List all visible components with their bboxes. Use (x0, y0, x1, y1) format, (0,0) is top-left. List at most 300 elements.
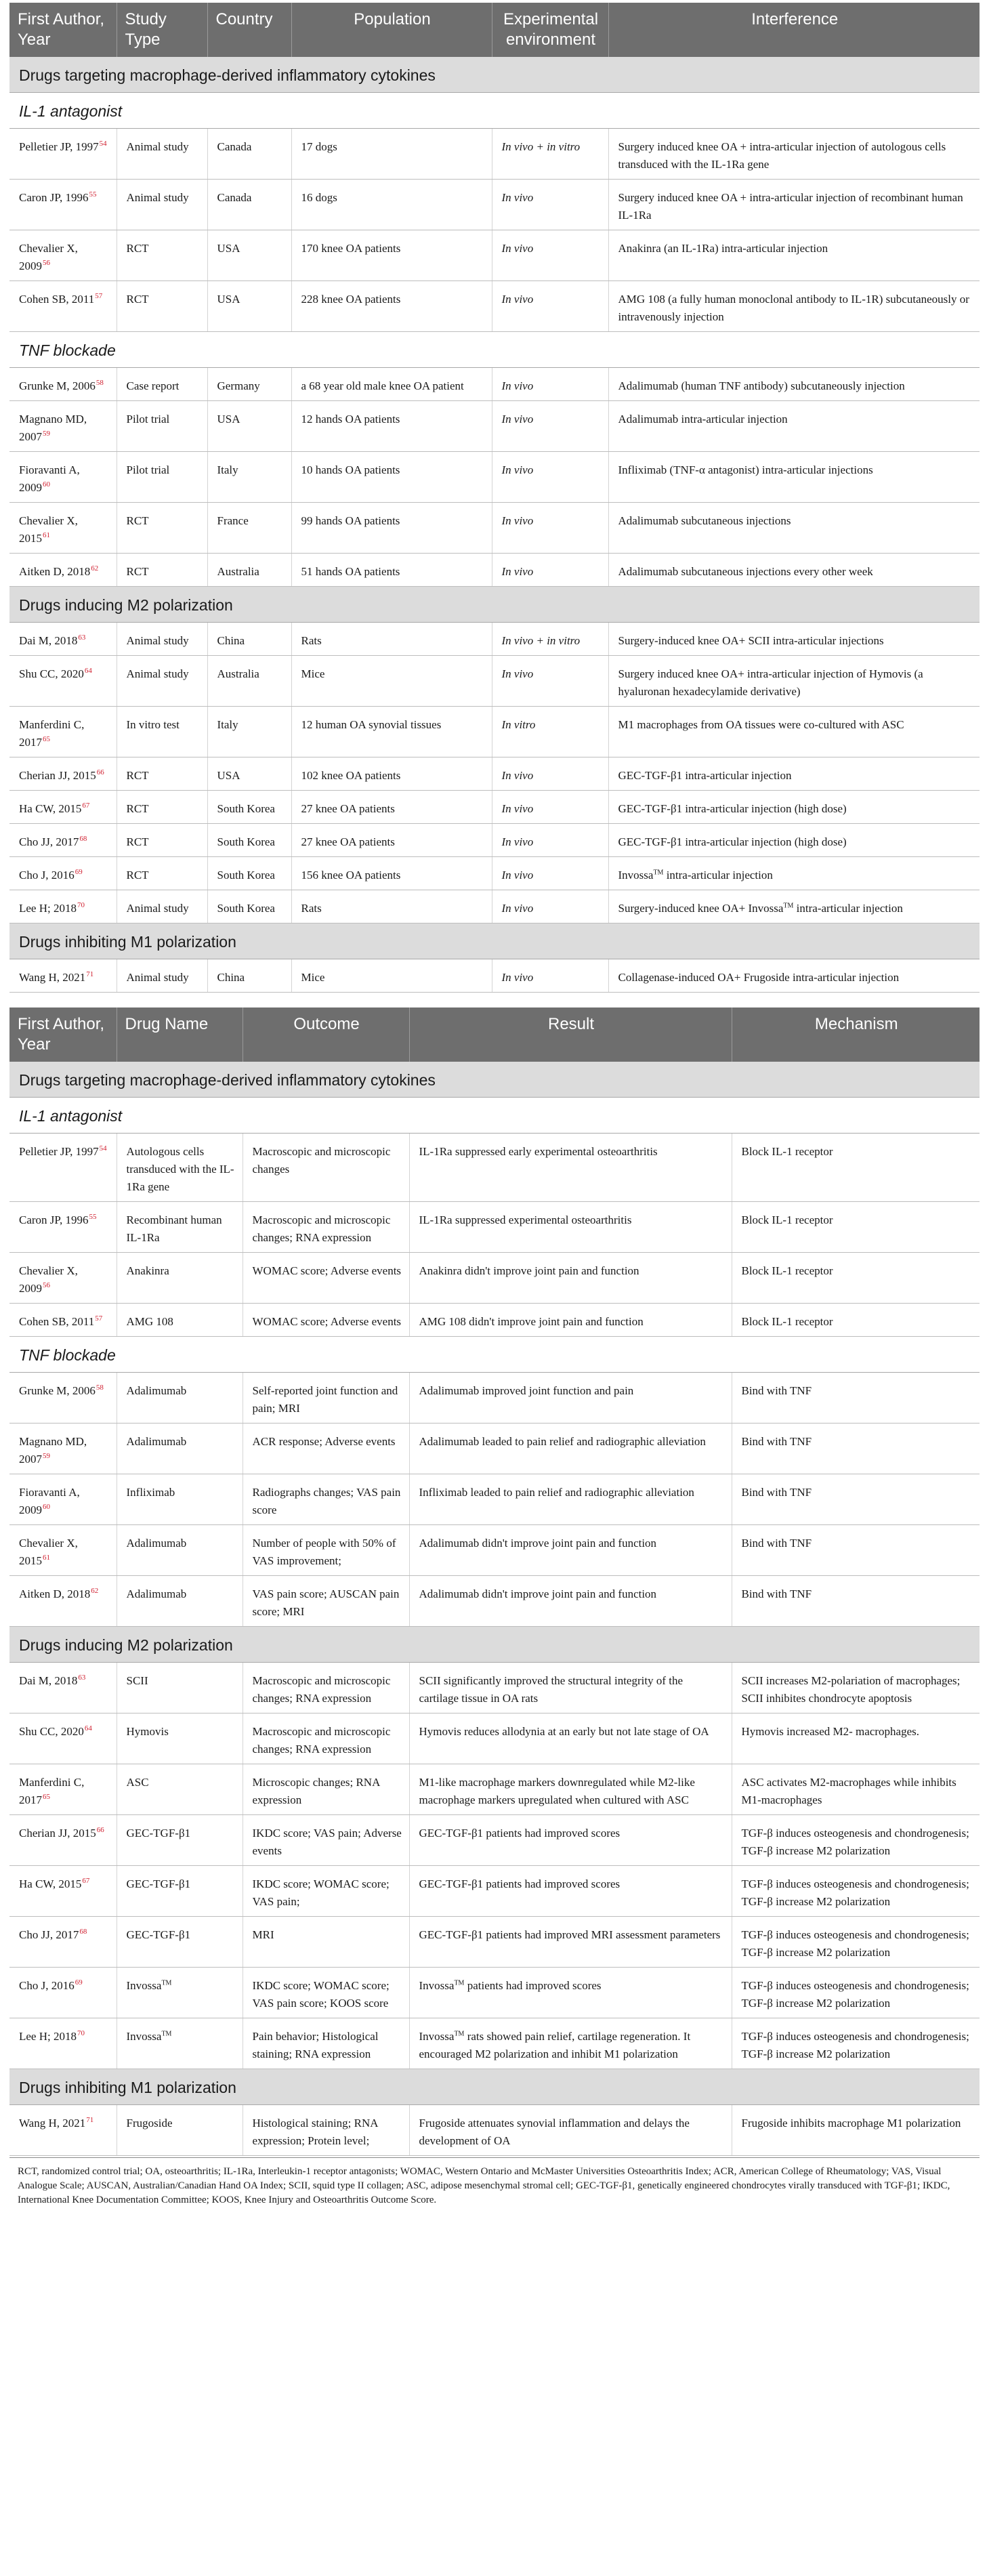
mechanism-cell-text: Hymovis increased M2- macrophages. (741, 1725, 919, 1738)
result-cell (409, 1202, 732, 1253)
country-cell (207, 707, 291, 757)
drug-name-cell (117, 1764, 243, 1815)
reference-number: 63 (78, 1674, 86, 1682)
outcome-cell-text: Macroscopic and microscopic changes; RNA expression (252, 1725, 391, 1756)
result-cell (409, 2018, 732, 2069)
study-type-cell (117, 129, 207, 180)
author-cell (9, 554, 117, 587)
author-cell (9, 1202, 117, 1253)
outcome-cell-text: Microscopic changes; RNA expression (252, 1776, 380, 1806)
author-cell (9, 230, 117, 281)
result-cell (409, 1424, 732, 1474)
interference-cell (608, 890, 980, 923)
author-cell (9, 656, 117, 707)
subgroup-title: IL-1 antagonist (9, 93, 980, 129)
country-cell-text: USA (217, 242, 240, 255)
drug-name-cell-text: Recombinant human IL-1Ra (126, 1213, 222, 1244)
outcome-cell (243, 1663, 409, 1713)
population-cell-text: Rats (301, 634, 322, 647)
study-type-cell-text: Animal study (126, 667, 189, 680)
interference-cell (608, 180, 980, 230)
country-cell (207, 180, 291, 230)
author-cell (9, 959, 117, 993)
country-cell-text: USA (217, 293, 240, 306)
mechanism-cell-text: TGF-β induces osteogenesis and chondrogenesis; TGF-β increase M2 polarization (741, 1827, 969, 1857)
column-header: Study Type (117, 3, 207, 57)
drug-name-cell-text: Hymovis (126, 1725, 169, 1738)
study-type-cell-text: RCT (126, 565, 149, 578)
study-type-cell-text: In vitro test (126, 718, 180, 731)
study-type-cell-text: RCT (126, 514, 149, 527)
country-cell-text: South Korea (217, 869, 275, 881)
environment-cell (492, 230, 608, 281)
table-row (9, 824, 980, 857)
interference-cell-text: Infliximab (TNF-α antagonist) intra-articular injections (618, 463, 873, 476)
interference-cell-text: GEC-TGF-β1 intra-articular injection (high dose) (618, 835, 847, 848)
reference-number: 64 (84, 667, 92, 676)
population-cell-text: 51 hands OA patients (301, 565, 400, 578)
author-year: Chevalier X, 2009 (19, 1264, 78, 1295)
author-year: Magnano MD, 2007 (19, 1435, 87, 1466)
result-cell-text: Infliximab leaded to pain relief and radiographic alleviation (419, 1486, 694, 1499)
country-cell (207, 401, 291, 452)
reference-number: 54 (99, 140, 107, 148)
result-cell (409, 1253, 732, 1304)
interference-cell (608, 857, 980, 890)
result-cell-text: GEC-TGF-β1 patients had improved scores (419, 1877, 620, 1890)
author-year: Pelletier JP, 1997 (19, 140, 99, 153)
interference-cell (608, 368, 980, 401)
environment-cell (492, 623, 608, 656)
drug-name-cell-text: Frugoside (126, 2117, 173, 2130)
population-cell-text: 16 dogs (301, 191, 337, 204)
drug-name-cell (117, 2105, 243, 2156)
mechanism-cell (732, 1917, 980, 1968)
trademark-mark: TM (161, 2030, 172, 2038)
outcome-cell (243, 1253, 409, 1304)
group-row (9, 57, 980, 93)
table-row (9, 1202, 980, 1253)
environment-cell (492, 656, 608, 707)
interference-cell (608, 757, 980, 791)
drug-name-cell (117, 1253, 243, 1304)
reference-number: 59 (43, 430, 50, 438)
drug-name-cell-text: Infliximab (126, 1486, 175, 1499)
author-year: Cherian JJ, 2015 (19, 1827, 96, 1840)
table-row (9, 281, 980, 332)
result-cell-text: Hymovis reduces allodynia at an early but not late stage of OA (419, 1725, 709, 1738)
trademark-mark: TM (161, 1979, 172, 1987)
result-cell-text: GEC-TGF-β1 patients had improved scores (419, 1827, 620, 1840)
population-cell (291, 824, 492, 857)
result-cell (409, 1304, 732, 1337)
author-cell (9, 1663, 117, 1713)
outcome-cell-text: IKDC score; WOMAC score; VAS pain score; KOOS score (252, 1979, 390, 2010)
table-row (9, 1663, 980, 1713)
interference-cell-text: Surgery induced knee OA + intra-articular injection of autologous cells transduced with the IL-1Ra gene (618, 140, 946, 171)
table-row (9, 368, 980, 401)
interference-cell-text: Surgery-induced knee OA+ Invossa™ intra-articular injection (618, 902, 903, 915)
table-row (9, 1968, 980, 2018)
environment-cell (492, 180, 608, 230)
mechanism-cell-text: Block IL-1 receptor (741, 1213, 833, 1226)
population-cell-text: 102 knee OA patients (301, 769, 401, 782)
study-type-cell-text: Animal study (126, 140, 189, 153)
author-cell (9, 857, 117, 890)
group-title: Drugs inhibiting M1 polarization (9, 923, 980, 959)
table-row (9, 623, 980, 656)
interference-cell (608, 503, 980, 554)
reference-number: 71 (86, 970, 94, 979)
author-cell (9, 401, 117, 452)
reference-number: 69 (75, 1978, 83, 1987)
environment-cell-text: In vivo (501, 667, 534, 680)
table-row (9, 959, 980, 993)
table-row (9, 503, 980, 554)
mechanism-cell (732, 1713, 980, 1764)
mechanism-cell-text: ASC activates M2-macrophages while inhibits M1-macrophages (741, 1776, 956, 1806)
country-cell-text: Germany (217, 379, 260, 392)
population-cell (291, 656, 492, 707)
population-cell-text: 27 knee OA patients (301, 802, 395, 815)
column-header: Country (207, 3, 291, 57)
mechanism-cell (732, 1253, 980, 1304)
author-year: Aitken D, 2018 (19, 1587, 91, 1600)
population-cell (291, 857, 492, 890)
mechanism-cell-text: Block IL-1 receptor (741, 1145, 833, 1158)
group-row (9, 923, 980, 959)
result-cell (409, 1134, 732, 1202)
reference-number: 54 (99, 1144, 107, 1153)
population-cell (291, 401, 492, 452)
result-cell-text: Adalimumab didn't improve joint pain and function (419, 1587, 657, 1600)
country-cell-text: Canada (217, 191, 252, 204)
column-header: Outcome (243, 1007, 409, 1062)
reference-number: 70 (77, 2029, 85, 2038)
author-year: Ha CW, 2015 (19, 1877, 82, 1890)
subgroup-title: TNF blockade (9, 332, 980, 368)
author-year: Dai M, 2018 (19, 634, 78, 647)
author-year: Manferdini C, 2017 (19, 1776, 85, 1806)
reference-number: 65 (43, 735, 50, 744)
interference-cell-text: Surgery-induced knee OA+ SCII intra-articular injections (618, 634, 884, 647)
interference-cell-text: Surgery induced knee OA + intra-articular injection of recombinant human IL-1Ra (618, 191, 963, 222)
reference-number: 62 (91, 564, 99, 573)
drug-name-cell (117, 1474, 243, 1525)
mechanism-cell-text: Bind with TNF (741, 1435, 812, 1448)
population-cell (291, 452, 492, 503)
mechanism-cell-text: TGF-β induces osteogenesis and chondrogenesis; TGF-β increase M2 polarization (741, 1979, 969, 2010)
interference-cell (608, 623, 980, 656)
reference-number: 61 (43, 1554, 50, 1562)
result-cell-text: Invossa™ patients had improved scores (419, 1979, 602, 1992)
mechanism-cell-text: SCII increases M2-polariation of macrophages; SCII inhibites chondrocyte apoptosis (741, 1674, 961, 1705)
mechanism-cell-text: Bind with TNF (741, 1486, 812, 1499)
drug-name-cell-text: Adalimumab (126, 1537, 187, 1550)
population-cell (291, 554, 492, 587)
reference-number: 62 (91, 1587, 99, 1596)
mechanism-cell-text: Block IL-1 receptor (741, 1264, 833, 1277)
table-row (9, 857, 980, 890)
result-cell (409, 1525, 732, 1576)
population-cell (291, 890, 492, 923)
author-year: Grunke M, 2006 (19, 1384, 96, 1397)
mechanism-cell (732, 1663, 980, 1713)
trademark-mark: TM (783, 902, 794, 910)
country-cell (207, 890, 291, 923)
environment-cell-text: In vivo (501, 514, 534, 527)
subgroup-row (9, 332, 980, 368)
result-cell-text: IL-1Ra suppressed experimental osteoarthritis (419, 1213, 632, 1226)
author-year: Dai M, 2018 (19, 1674, 78, 1687)
drug-name-cell-text: SCII (126, 1674, 148, 1687)
population-cell-text: 10 hands OA patients (301, 463, 400, 476)
population-cell (291, 180, 492, 230)
study-type-cell-text: RCT (126, 293, 149, 306)
environment-cell (492, 857, 608, 890)
reference-number: 71 (86, 2116, 94, 2125)
table-row (9, 656, 980, 707)
interference-cell (608, 281, 980, 332)
drug-name-cell-text: GEC-TGF-β1 (126, 1827, 191, 1840)
mechanism-cell-text: Bind with TNF (741, 1384, 812, 1397)
author-cell (9, 623, 117, 656)
result-cell-text: Frugoside attenuates synovial inflammation and delays the development of OA (419, 2117, 690, 2147)
interference-cell-text: AMG 108 (a fully human monoclonal antibody to IL-1R) subcutaneously or intravenously injection (618, 293, 969, 323)
author-cell (9, 1968, 117, 2018)
study-characteristics-table (9, 3, 980, 993)
table-row (9, 554, 980, 587)
column-header: Result (409, 1007, 732, 1062)
population-cell (291, 230, 492, 281)
mechanism-cell-text: Bind with TNF (741, 1537, 812, 1550)
reference-number: 59 (43, 1452, 50, 1461)
study-type-cell-text: RCT (126, 769, 149, 782)
result-cell-text: Adalimumab improved joint function and pain (419, 1384, 634, 1397)
author-year: Chevalier X, 2009 (19, 242, 78, 272)
group-row (9, 587, 980, 623)
trademark-mark: TM (454, 2030, 465, 2038)
population-cell-text: 170 knee OA patients (301, 242, 401, 255)
drug-name-cell (117, 1663, 243, 1713)
result-cell-text: Adalimumab leaded to pain relief and radiographic alleviation (419, 1435, 706, 1448)
country-cell-text: South Korea (217, 835, 275, 848)
author-year: Lee H; 2018 (19, 2030, 77, 2043)
author-cell (9, 1917, 117, 1968)
table-row (9, 1525, 980, 1576)
outcome-cell (243, 1764, 409, 1815)
author-year: Grunke M, 2006 (19, 379, 96, 392)
outcome-cell (243, 1815, 409, 1866)
outcome-cell-text: Histological staining; RNA expression; Protein level; (252, 2117, 378, 2147)
table-row (9, 1764, 980, 1815)
author-year: Cohen SB, 2011 (19, 293, 95, 306)
population-cell-text: Mice (301, 971, 325, 984)
interference-cell (608, 129, 980, 180)
outcome-cell (243, 1917, 409, 1968)
reference-number: 67 (82, 802, 90, 810)
outcome-cell (243, 1304, 409, 1337)
environment-cell-text: In vivo (501, 565, 534, 578)
environment-cell-text: In vivo (501, 191, 534, 204)
drug-name-cell (117, 1713, 243, 1764)
environment-cell-text: In vivo (501, 902, 534, 915)
country-cell-text: Italy (217, 463, 238, 476)
drug-name-cell (117, 1815, 243, 1866)
outcome-cell (243, 2105, 409, 2156)
study-type-cell (117, 554, 207, 587)
author-year: Ha CW, 2015 (19, 802, 82, 815)
subgroup-title: IL-1 antagonist (9, 1098, 980, 1134)
author-cell (9, 1474, 117, 1525)
reference-number: 68 (79, 1928, 87, 1936)
reference-number: 60 (43, 1503, 50, 1512)
mechanism-cell (732, 1474, 980, 1525)
result-cell (409, 1815, 732, 1866)
outcome-cell (243, 1373, 409, 1424)
country-cell (207, 791, 291, 824)
column-header: Mechanism (732, 1007, 980, 1062)
drug-name-cell (117, 2018, 243, 2069)
study-type-cell (117, 791, 207, 824)
result-cell (409, 1474, 732, 1525)
outcome-cell (243, 1866, 409, 1917)
reference-number: 67 (82, 1877, 90, 1886)
column-header: Experimental environment (492, 3, 608, 57)
country-cell (207, 554, 291, 587)
mechanism-cell (732, 2018, 980, 2069)
author-year: Wang H, 2021 (19, 2117, 86, 2130)
population-cell (291, 129, 492, 180)
country-cell-text: South Korea (217, 802, 275, 815)
interference-cell-text: Collagenase-induced OA+ Frugoside intra-articular injection (618, 971, 900, 984)
author-year: Cho J, 2016 (19, 869, 75, 881)
population-cell (291, 791, 492, 824)
result-cell-text: GEC-TGF-β1 patients had improved MRI assessment parameters (419, 1928, 721, 1941)
environment-cell (492, 554, 608, 587)
population-cell-text: a 68 year old male knee OA patient (301, 379, 464, 392)
study-type-cell (117, 452, 207, 503)
environment-cell-text: In vivo (501, 463, 534, 476)
drug-name-cell (117, 1968, 243, 2018)
author-cell (9, 791, 117, 824)
environment-cell (492, 890, 608, 923)
table-row (9, 1917, 980, 1968)
country-cell (207, 757, 291, 791)
table-row (9, 452, 980, 503)
result-cell-text: M1-like macrophage markers downregulated while M2-like macrophage markers upregulated when cultured with ASC (419, 1776, 695, 1806)
subgroup-row (9, 93, 980, 129)
country-cell-text: China (217, 971, 245, 984)
table-row (9, 1866, 980, 1917)
author-cell (9, 1134, 117, 1202)
mechanism-cell (732, 1202, 980, 1253)
reference-number: 57 (95, 1314, 103, 1323)
mechanism-cell-text: Bind with TNF (741, 1587, 812, 1600)
document-page (9, 0, 980, 2207)
interference-cell-text: Anakinra (an IL-1Ra) intra-articular injection (618, 242, 828, 255)
reference-number: 70 (77, 901, 85, 910)
interference-cell-text: GEC-TGF-β1 intra-articular injection (high dose) (618, 802, 847, 815)
author-year: Fioravanti A, 2009 (19, 463, 80, 494)
author-cell (9, 180, 117, 230)
author-year: Cho J, 2016 (19, 1979, 75, 1992)
environment-cell (492, 791, 608, 824)
population-cell-text: 12 hands OA patients (301, 413, 400, 425)
outcome-cell (243, 1474, 409, 1525)
result-cell (409, 1968, 732, 2018)
environment-cell-text: In vivo (501, 379, 534, 392)
environment-cell (492, 503, 608, 554)
drug-name-cell-text: Adalimumab (126, 1587, 187, 1600)
country-cell (207, 230, 291, 281)
table-row (9, 707, 980, 757)
study-type-cell-text: RCT (126, 242, 149, 255)
environment-cell-text: In vivo (501, 413, 534, 425)
result-cell (409, 2105, 732, 2156)
study-type-cell (117, 890, 207, 923)
result-cell (409, 1866, 732, 1917)
environment-cell-text: In vivo (501, 835, 534, 848)
reference-number: 55 (89, 1213, 97, 1222)
mechanism-cell (732, 1815, 980, 1866)
author-cell (9, 1304, 117, 1337)
study-outcomes-table (9, 1007, 980, 2156)
mechanism-cell (732, 1576, 980, 1627)
outcome-cell-text: Macroscopic and microscopic changes (252, 1145, 391, 1176)
mechanism-cell-text: TGF-β induces osteogenesis and chondrogenesis; TGF-β increase M2 polarization (741, 1877, 969, 1908)
drug-name-cell (117, 1202, 243, 1253)
reference-number: 58 (96, 379, 104, 388)
environment-cell (492, 757, 608, 791)
author-cell (9, 890, 117, 923)
drug-name-cell-text: Adalimumab (126, 1435, 187, 1448)
author-cell (9, 1764, 117, 1815)
interference-cell (608, 959, 980, 993)
column-header: Drug Name (117, 1007, 243, 1062)
column-header: First Author, Year (9, 3, 117, 57)
country-cell-text: Italy (217, 718, 238, 731)
author-cell (9, 1253, 117, 1304)
study-type-cell-text: RCT (126, 869, 149, 881)
country-cell (207, 452, 291, 503)
drug-name-cell (117, 1525, 243, 1576)
drug-name-cell-text: Adalimumab (126, 1384, 187, 1397)
country-cell (207, 824, 291, 857)
outcome-cell-text: Radiographs changes; VAS pain score (252, 1486, 401, 1516)
outcome-cell (243, 1968, 409, 2018)
mechanism-cell (732, 2105, 980, 2156)
population-cell-text: 228 knee OA patients (301, 293, 401, 306)
country-cell-text: France (217, 514, 249, 527)
subgroup-row (9, 1098, 980, 1134)
drug-name-cell-text: Invossa™ (126, 2030, 172, 2043)
group-title: Drugs targeting macrophage-derived inflammatory cytokines (9, 57, 980, 93)
environment-cell (492, 401, 608, 452)
author-year: Pelletier JP, 1997 (19, 1145, 99, 1158)
study-type-cell-text: Animal study (126, 902, 189, 915)
population-cell-text: 156 knee OA patients (301, 869, 401, 881)
table-row (9, 1373, 980, 1424)
drug-name-cell-text: AMG 108 (126, 1315, 173, 1328)
reference-number: 66 (96, 1826, 104, 1835)
drug-name-cell (117, 1134, 243, 1202)
environment-cell-text: In vivo (501, 293, 534, 306)
outcome-cell (243, 1525, 409, 1576)
environment-cell (492, 281, 608, 332)
country-cell (207, 656, 291, 707)
study-type-cell-text: Pilot trial (126, 413, 170, 425)
